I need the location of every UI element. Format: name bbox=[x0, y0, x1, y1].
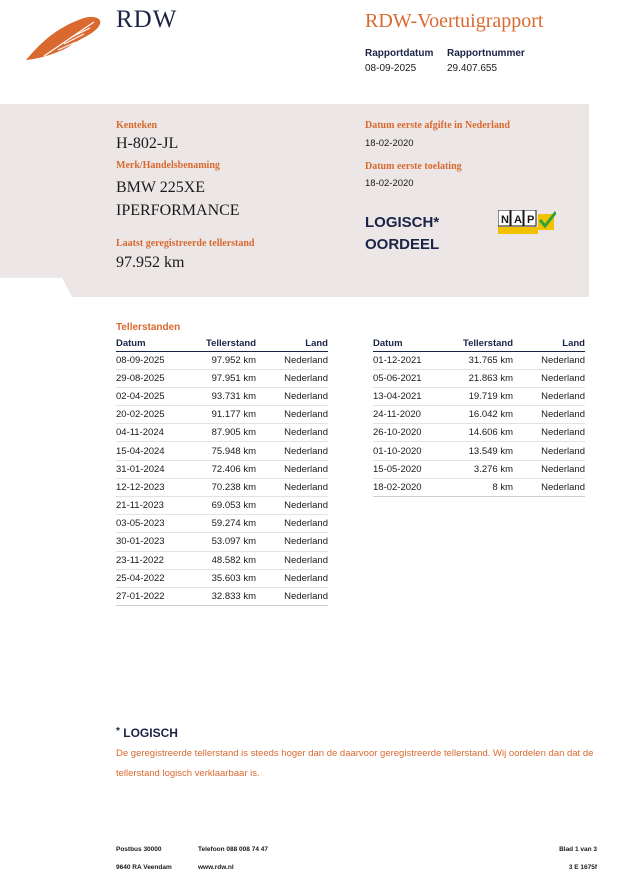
rdw-logo bbox=[24, 16, 104, 62]
note-title bbox=[116, 726, 178, 740]
table-row bbox=[373, 424, 585, 442]
cell-datum: 18-02-2020 bbox=[373, 478, 447, 496]
note-title-text: LOGISCH bbox=[123, 726, 178, 740]
column-header-tellerstand: Tellerstand bbox=[190, 337, 256, 351]
table-row bbox=[116, 460, 328, 478]
merk-value-line2: IPERFORMANCE bbox=[116, 202, 240, 219]
table-row bbox=[116, 497, 328, 515]
rapportnummer-value: 29.407.655 bbox=[447, 63, 498, 74]
cell-tellerstand: 31.765 km bbox=[447, 351, 513, 369]
cell-tellerstand: 8 km bbox=[447, 478, 513, 496]
rapportdatum-block bbox=[365, 48, 433, 74]
cell-land: Nederland bbox=[256, 351, 328, 369]
cell-datum: 15-05-2020 bbox=[373, 460, 447, 478]
column-header-tellerstand: Tellerstand bbox=[447, 337, 513, 351]
cell-land: Nederland bbox=[256, 442, 328, 460]
note-asterisk: * bbox=[116, 726, 120, 737]
cell-land: Nederland bbox=[513, 387, 585, 405]
cell-land: Nederland bbox=[513, 406, 585, 424]
footer-postbus: Postbus 30000 bbox=[116, 846, 162, 853]
cell-land: Nederland bbox=[256, 478, 328, 496]
cell-land: Nederland bbox=[256, 533, 328, 551]
cell-tellerstand: 35.603 km bbox=[190, 569, 256, 587]
svg-text:A: A bbox=[514, 214, 522, 226]
table-row bbox=[116, 424, 328, 442]
footer-telefoon: Telefoon 088 008 74 47 bbox=[198, 846, 268, 853]
table-row bbox=[116, 515, 328, 533]
table-row bbox=[373, 406, 585, 424]
cell-datum: 24-11-2020 bbox=[373, 406, 447, 424]
cell-land: Nederland bbox=[513, 424, 585, 442]
cell-tellerstand: 32.833 km bbox=[190, 587, 256, 605]
cell-datum: 12-12-2023 bbox=[116, 478, 190, 496]
table-row bbox=[373, 442, 585, 460]
oordeel-line2: OORDEEL bbox=[365, 236, 440, 253]
cell-land: Nederland bbox=[256, 515, 328, 533]
tellerstanden-title: Tellerstanden bbox=[116, 322, 181, 333]
cell-datum: 01-10-2020 bbox=[373, 442, 447, 460]
cell-datum: 03-05-2023 bbox=[116, 515, 190, 533]
column-header-land: Land bbox=[256, 337, 328, 351]
cell-tellerstand: 87.905 km bbox=[190, 424, 256, 442]
table-row bbox=[116, 406, 328, 424]
footer-code: 3 E 1675f bbox=[568, 864, 597, 871]
table-row bbox=[116, 551, 328, 569]
kenteken-label: Kenteken bbox=[116, 120, 158, 131]
table-row bbox=[373, 460, 585, 478]
cell-datum: 21-11-2023 bbox=[116, 497, 190, 515]
svg-text:P: P bbox=[527, 214, 535, 226]
kenteken-value: H-802-JL bbox=[116, 135, 179, 152]
vehicle-info-band bbox=[0, 104, 589, 297]
cell-land: Nederland bbox=[256, 569, 328, 587]
svg-text:N: N bbox=[501, 214, 509, 226]
cell-land: Nederland bbox=[256, 497, 328, 515]
cell-tellerstand: 16.042 km bbox=[447, 406, 513, 424]
table-row bbox=[116, 587, 328, 605]
footer-website[interactable]: www.rdw.nl bbox=[198, 864, 234, 871]
tellerstand-label: Laatst geregistreerde tellerstand bbox=[116, 238, 255, 249]
cell-datum: 02-04-2025 bbox=[116, 387, 190, 405]
afgifte-label: Datum eerste afgifte in Nederland bbox=[365, 120, 510, 131]
cell-datum: 27-01-2022 bbox=[116, 587, 190, 605]
cell-tellerstand: 53.097 km bbox=[190, 533, 256, 551]
cell-land: Nederland bbox=[256, 406, 328, 424]
cell-tellerstand: 97.952 km bbox=[190, 351, 256, 369]
cell-datum: 04-11-2024 bbox=[116, 424, 190, 442]
toelating-value: 18-02-2020 bbox=[365, 178, 414, 189]
cell-datum: 23-11-2022 bbox=[116, 551, 190, 569]
oordeel bbox=[365, 212, 439, 256]
cell-tellerstand: 70.238 km bbox=[190, 478, 256, 496]
table-row bbox=[373, 369, 585, 387]
table-row bbox=[373, 478, 585, 496]
cell-datum: 08-09-2025 bbox=[116, 351, 190, 369]
cell-land: Nederland bbox=[513, 460, 585, 478]
cell-land: Nederland bbox=[513, 369, 585, 387]
cell-tellerstand: 13.549 km bbox=[447, 442, 513, 460]
column-header-datum: Datum bbox=[373, 337, 447, 351]
footer-page: Blad 1 van 3 bbox=[559, 846, 597, 853]
cell-tellerstand: 69.053 km bbox=[190, 497, 256, 515]
cell-datum: 29-08-2025 bbox=[116, 369, 190, 387]
brand-name: RDW bbox=[116, 6, 178, 33]
tellerstanden-table-right bbox=[373, 337, 585, 497]
rapportnummer-label: Rapportnummer bbox=[447, 48, 525, 59]
cell-tellerstand: 93.731 km bbox=[190, 387, 256, 405]
table-row bbox=[116, 533, 328, 551]
oordeel-line1: LOGISCH* bbox=[365, 214, 440, 231]
toelating-label: Datum eerste toelating bbox=[365, 161, 462, 172]
cell-datum: 13-04-2021 bbox=[373, 387, 447, 405]
column-header-datum: Datum bbox=[116, 337, 190, 351]
merk-label: Merk/Handelsbenaming bbox=[116, 160, 220, 171]
cell-tellerstand: 59.274 km bbox=[190, 515, 256, 533]
cell-land: Nederland bbox=[513, 478, 585, 496]
cell-land: Nederland bbox=[256, 369, 328, 387]
rapportdatum-label: Rapportdatum bbox=[365, 48, 434, 59]
report-title: RDW-Voertuigrapport bbox=[365, 10, 544, 32]
cell-datum: 25-04-2022 bbox=[116, 569, 190, 587]
cell-tellerstand: 97.951 km bbox=[190, 369, 256, 387]
table-row bbox=[116, 369, 328, 387]
table-row bbox=[116, 569, 328, 587]
cell-tellerstand: 91.177 km bbox=[190, 406, 256, 424]
cell-land: Nederland bbox=[256, 460, 328, 478]
cell-tellerstand: 21.863 km bbox=[447, 369, 513, 387]
column-header-land: Land bbox=[513, 337, 585, 351]
merk-value-line1: BMW 225XE bbox=[116, 179, 206, 196]
footer-address: 9640 RA Veendam bbox=[116, 864, 172, 871]
table-row bbox=[373, 387, 585, 405]
cell-tellerstand: 14.606 km bbox=[447, 424, 513, 442]
cell-datum: 30-01-2023 bbox=[116, 533, 190, 551]
table-row bbox=[116, 351, 328, 369]
rapportdatum-value: 08-09-2025 bbox=[365, 63, 417, 74]
cell-land: Nederland bbox=[256, 387, 328, 405]
rapportnummer-block bbox=[447, 48, 525, 74]
table-row bbox=[116, 442, 328, 460]
cell-land: Nederland bbox=[256, 551, 328, 569]
tellerstanden-table-left bbox=[116, 337, 328, 606]
cell-datum: 01-12-2021 bbox=[373, 351, 447, 369]
table-header-row bbox=[116, 337, 328, 351]
cell-datum: 15-04-2024 bbox=[116, 442, 190, 460]
cell-datum: 31-01-2024 bbox=[116, 460, 190, 478]
cell-tellerstand: 72.406 km bbox=[190, 460, 256, 478]
cell-land: Nederland bbox=[256, 587, 328, 605]
cell-tellerstand: 3.276 km bbox=[447, 460, 513, 478]
cell-tellerstand: 19.719 km bbox=[447, 387, 513, 405]
cell-tellerstand: 48.582 km bbox=[190, 551, 256, 569]
cell-tellerstand: 75.948 km bbox=[190, 442, 256, 460]
cell-datum: 05-06-2021 bbox=[373, 369, 447, 387]
cell-datum: 26-10-2020 bbox=[373, 424, 447, 442]
cell-land: Nederland bbox=[513, 351, 585, 369]
table-row bbox=[116, 387, 328, 405]
afgifte-value: 18-02-2020 bbox=[365, 138, 414, 149]
cell-land: Nederland bbox=[513, 442, 585, 460]
table-row bbox=[116, 478, 328, 496]
rdw-logo-swoosh bbox=[26, 17, 100, 60]
cell-land: Nederland bbox=[256, 424, 328, 442]
note-text: De geregistreerde tellerstand is steeds hoger dan de daarvoor geregistreerde tellerstand. Wij oordelen dan dat de tellerstand logisch verklaarbaar is. bbox=[116, 748, 594, 779]
nap-logo bbox=[498, 210, 556, 234]
cell-datum: 20-02-2025 bbox=[116, 406, 190, 424]
tellerstand-value: 97.952 km bbox=[116, 254, 185, 271]
table-row bbox=[373, 351, 585, 369]
table-header-row bbox=[373, 337, 585, 351]
